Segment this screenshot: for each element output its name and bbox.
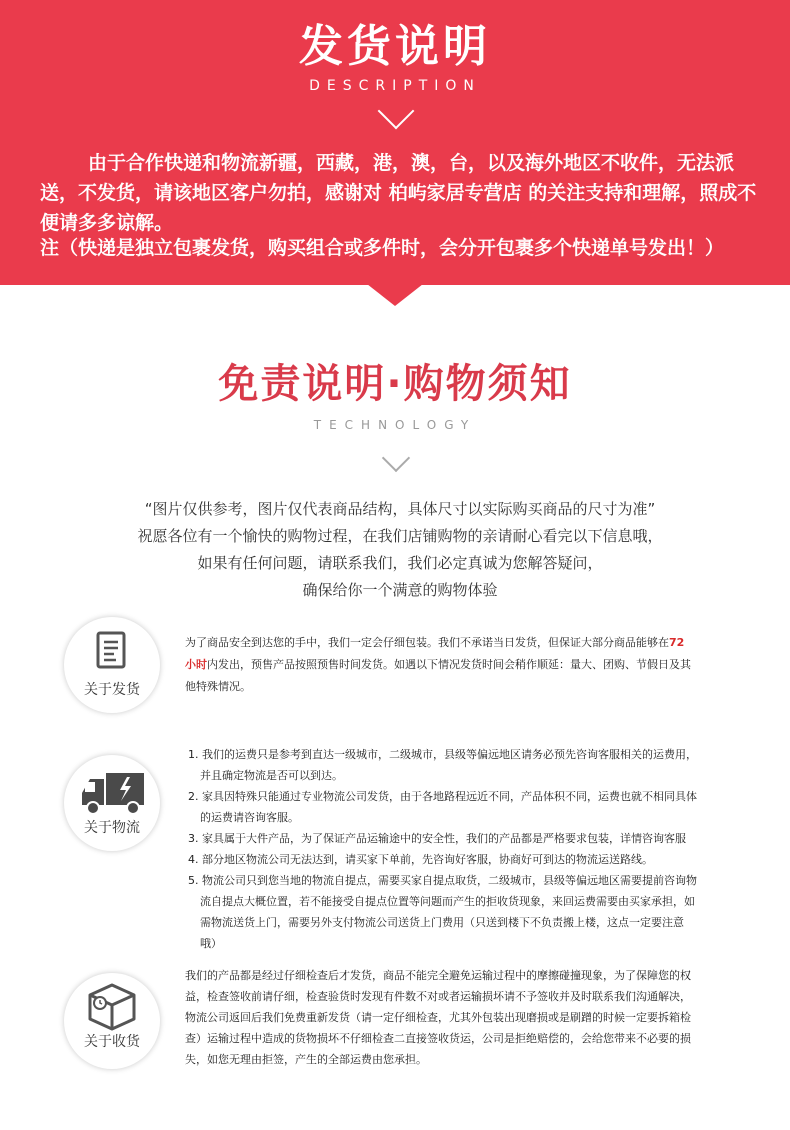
disclaimer-intro [60, 496, 740, 604]
delivery-badge [64, 617, 160, 713]
list-item: 1. 我们的运费只是参考到直达一级城市，二级城市，县级等偏远地区请务必预先咨询客服相关的运费用，并且确定物流是否可以到达。 [188, 748, 697, 782]
shipping-note: 注（快递是独立包裹发货，购买组合或多件时，会分开包裹多个快递单号发出！） [40, 237, 725, 259]
shipping-paragraph-post: 的关注支持和理解，照成不便请多多谅解。 [40, 182, 757, 234]
list-item: 2. 家具因特殊只能通过专业物流公司发货，由于各地路程远近不同，产品体积不同，运费也就不相同具体的运费请咨询客服。 [188, 790, 697, 824]
shipping-subtitle: DESCRIPTION [309, 78, 481, 94]
receipt-badge [64, 973, 160, 1069]
shipping-title: 发货说明 [299, 21, 491, 72]
intro-line: 确保给你一个满意的购物体验 [302, 581, 498, 599]
delivery-label: 关于发货 [84, 682, 140, 698]
intro-line: 如果有任何问题，请联系我们，我们必定真诚为您解答疑问， [197, 554, 603, 572]
logistics-badge [64, 755, 160, 851]
intro-line: “图片仅供参考，图片仅代表商品结构，具体尺寸以实际购买商品的尺寸为准” [144, 500, 656, 518]
shipping-paragraph-pre: 由于合作快递和物流新疆，西藏，港，澳，台，以及海外地区不收件，无法派送，不发货，请该地区客户勿拍，感谢对 [40, 152, 735, 204]
intro-line: 祝愿各位有一个愉快的购物过程，在我们店铺购物的亲请耐心看完以下信息哦， [137, 527, 663, 545]
delivery-text-pre: 为了商品安全到达您的手中，我们一定会仔细包装。我们不承诺当日发货，但保证大部分商品能够在 [185, 636, 669, 649]
logistics-list [188, 744, 700, 954]
chevron-down-icon [382, 444, 410, 472]
receipt-label: 关于收货 [84, 1034, 140, 1050]
disclaimer-title: 免责说明·购物须知 [218, 361, 572, 407]
banner-notch [367, 284, 423, 306]
package-box-icon [64, 973, 160, 1069]
disclaimer-subtitle: TECHNOLOGY [313, 418, 477, 432]
delivery-text [185, 632, 695, 698]
shipping-paragraph [40, 148, 762, 238]
list-item: 5. 物流公司只到您当地的物流自提点，需要买家自提点取货，二级城市，县级等偏远地区需要提前咨询物流自提点大概位置，若不能接受自提点位置等问题而产生的拒收货现象，来回运费需要由买家承担，如需物流送货上门，需要另外支付物流公司送货上门费用（只送到楼下不负责搬上楼，这点一定要注意哦） [188, 874, 697, 950]
list-item: 4. 部分地区物流公司无法达到，请买家下单前，先咨询好客服，协商好可到达的物流运送路线。 [188, 853, 653, 866]
delivery-text-post: 内发出，预售产品按照预售时间发货。如遇以下情况发货时间会稍作顺延：量大、团购、节假日及其他特殊情况。 [185, 658, 691, 693]
receipt-text: 我们的产品都是经过仔细检查后才发货，商品不能完全避免运输过程中的摩擦碰撞现象，为了保障您的权益，检查签收前请仔细，检查验货时发现有件数不对或者运输损坏请不予签收并及时联系我们沟通解决，物流公司返回后我们免费重新发货（请一定仔细检查，尤其外包装出现磨损或是刷蹭的时候一定要拆箱检查）运输过程中造成的货物损坏不仔细检查二直接签收货运，公司是拒绝赔偿的，会给您带来不必要的损失，如您无理由拒签，产生的全部运费由您承担。 [185, 969, 691, 1066]
list-item: 3. 家具属于大件产品，为了保证产品运输途中的安全性，我们的产品都是严格要求包装，详情咨询客服 [188, 832, 686, 845]
logistics-label: 关于物流 [84, 820, 140, 836]
delivery-highlight: 72小时 [185, 636, 685, 671]
store-name: 柏屿家居专营店 [388, 182, 522, 204]
